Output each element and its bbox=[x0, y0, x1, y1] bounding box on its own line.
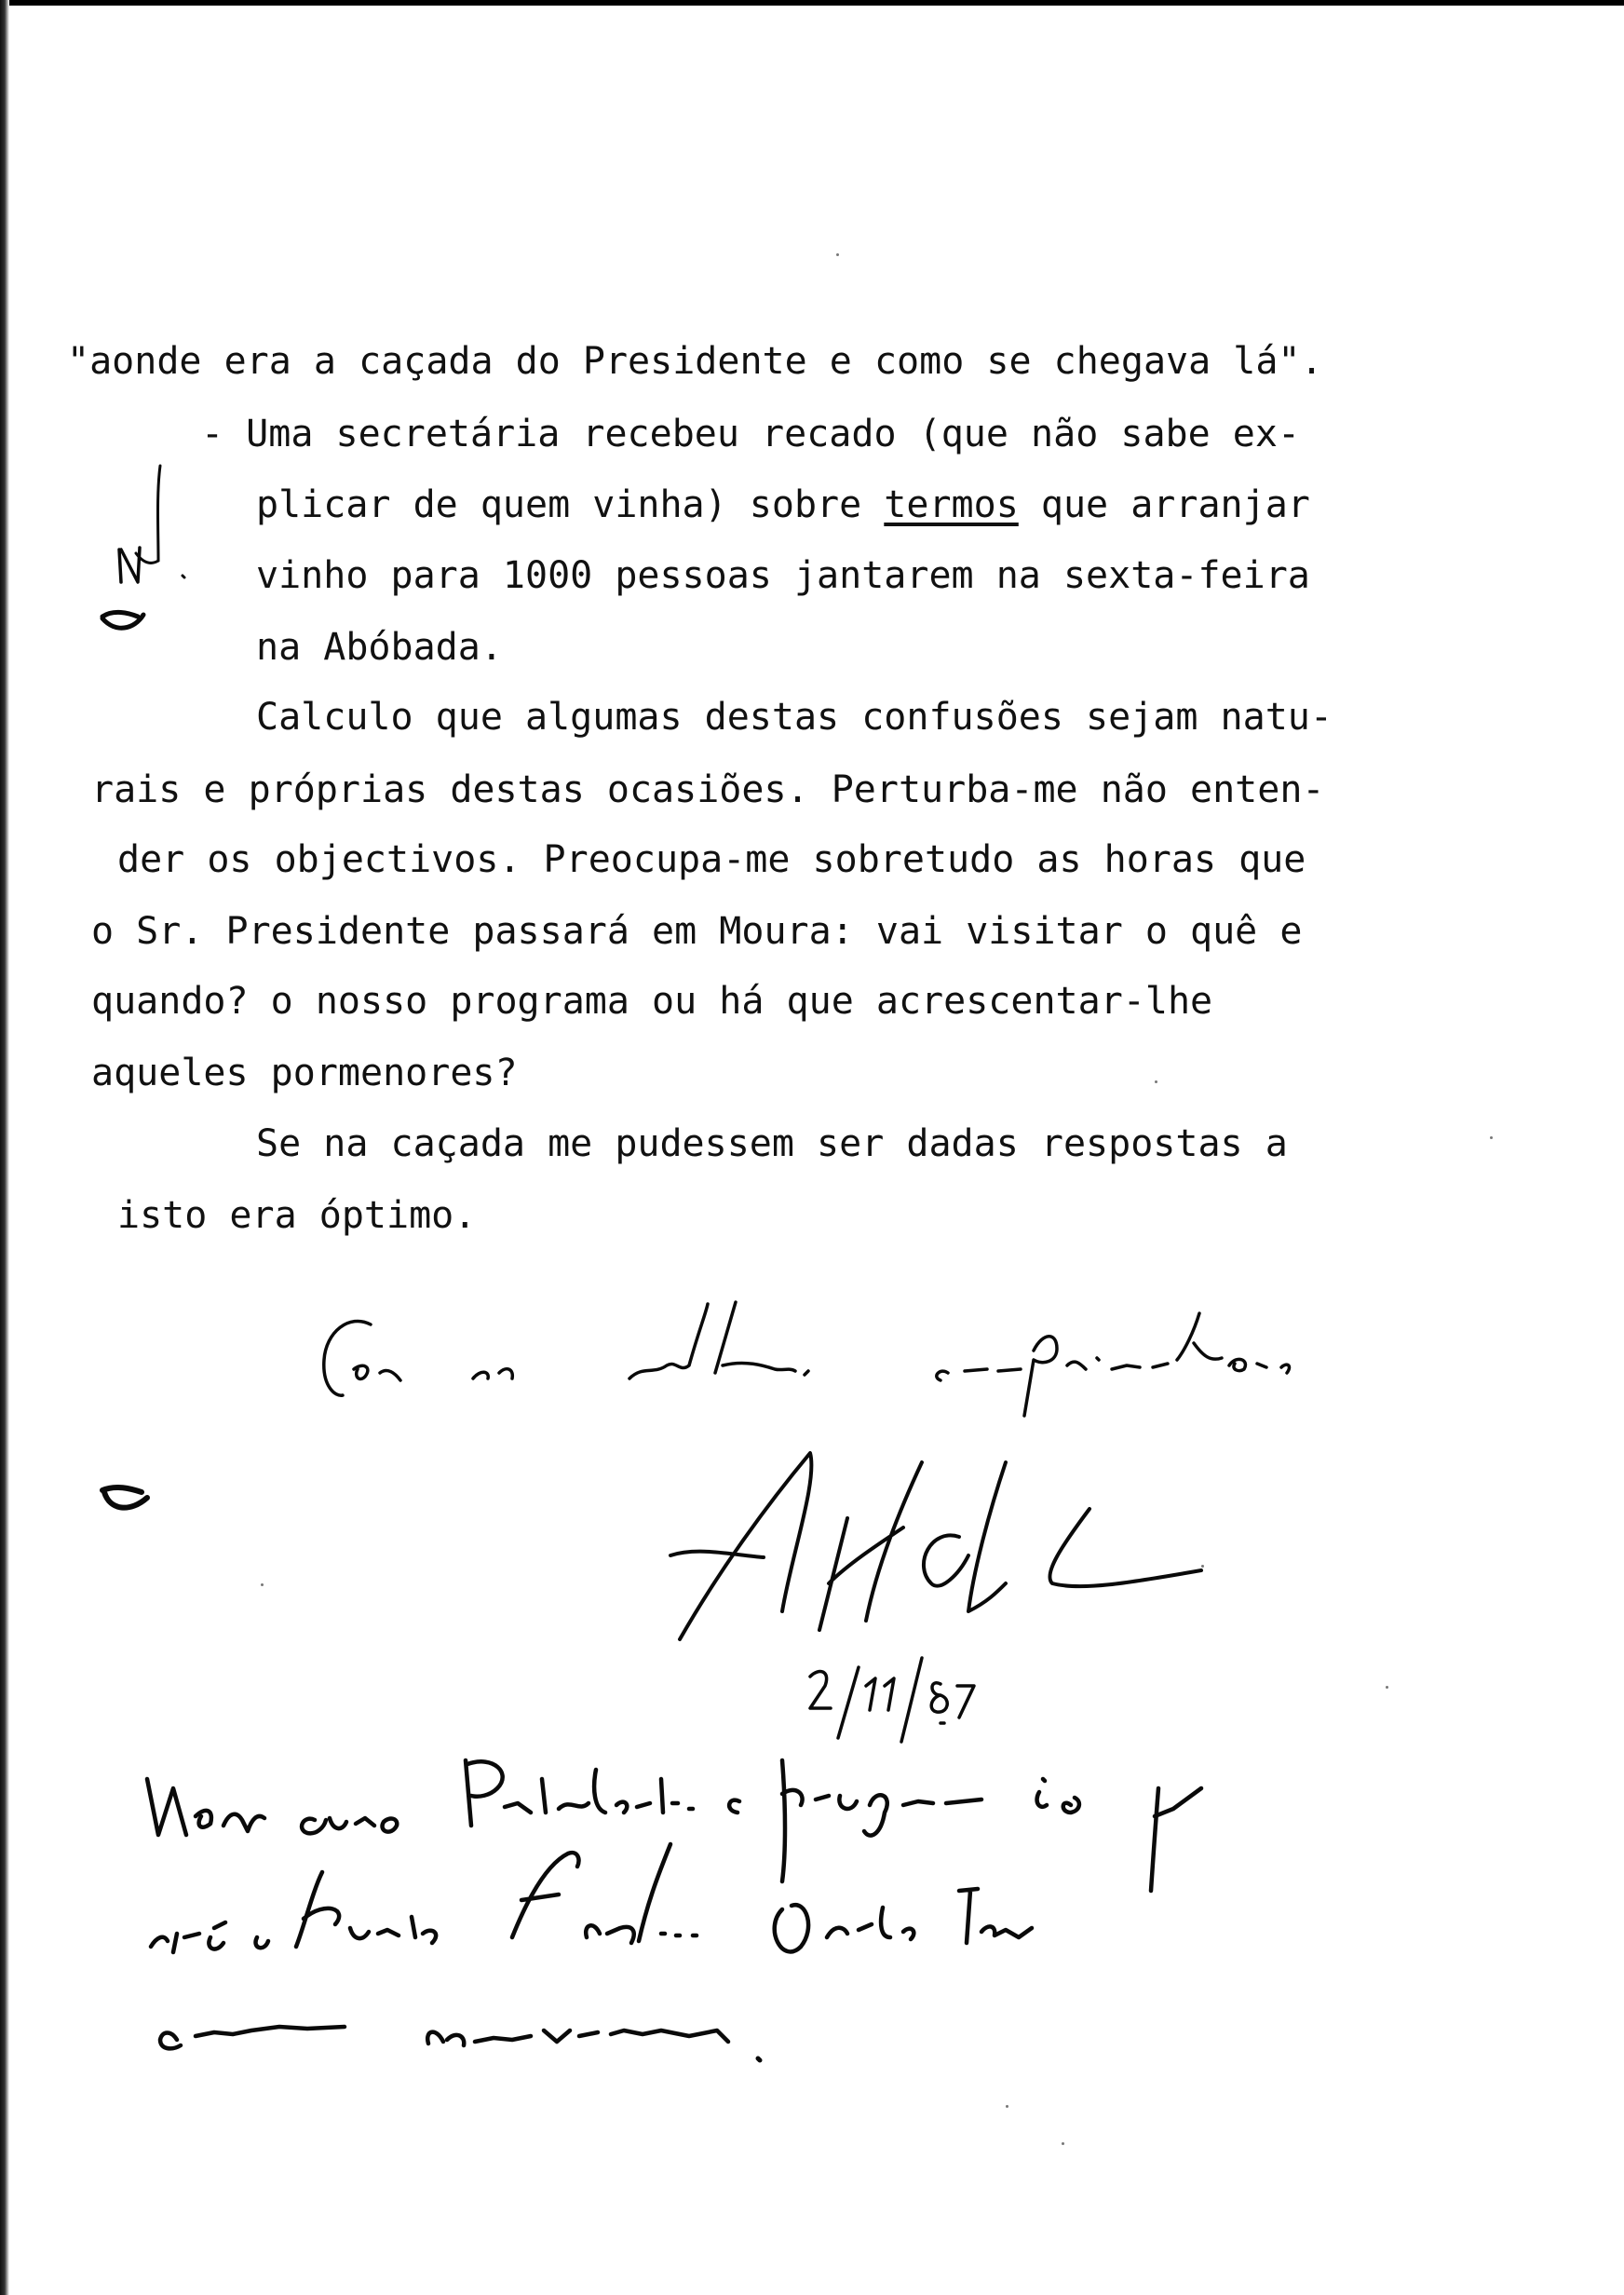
typed-line-13: isto era óptimo. bbox=[117, 1194, 477, 1237]
typed-line-7: rais e próprias destas ocasiões. Perturba-me não enten- bbox=[91, 768, 1325, 811]
typed-line-6: Calculo que algumas destas confusões sejam natu- bbox=[256, 696, 1333, 739]
scan-speck bbox=[1155, 1080, 1157, 1083]
signature bbox=[652, 1425, 1248, 1667]
scan-speck bbox=[1201, 1565, 1204, 1568]
typed-line-9: o Sr. Presidente passará em Moura: vai visitar o quê e bbox=[91, 910, 1303, 953]
typed-line-10: quando? o nosso programa ou há que acrescentar-lhe bbox=[91, 980, 1213, 1023]
typed-line-3-start: plicar de quem vinha) sobre bbox=[256, 483, 885, 526]
typed-line-8: der os objectivos. Preocupa-me sobretudo as horas que bbox=[117, 838, 1306, 881]
handwritten-closing bbox=[298, 1276, 1471, 1425]
scan-speck bbox=[1386, 1686, 1388, 1689]
typed-line-1: "aonde era a caçada do Presidente e como se chegava lá". bbox=[67, 340, 1323, 383]
typed-line-4: vinho para 1000 pessoas jantarem na sexta-feira bbox=[256, 554, 1310, 597]
handwritten-reply-note bbox=[140, 1751, 1536, 2068]
page-top-edge bbox=[0, 0, 1624, 6]
page-left-edge bbox=[0, 0, 9, 2295]
margin-checkmark bbox=[93, 456, 205, 661]
typed-line-3-end: que arranjar bbox=[1018, 483, 1310, 526]
underlined-word-termos: termos bbox=[884, 483, 1019, 526]
typed-line-11: aqueles pormenores? bbox=[91, 1052, 518, 1094]
scan-speck bbox=[1062, 2142, 1064, 2145]
scan-speck bbox=[1006, 2105, 1008, 2108]
typed-line-2: - Uma secretária recebeu recado (que não sabe ex- bbox=[201, 413, 1301, 455]
typed-line-12: Se na caçada me pudessem ser dadas respostas a bbox=[256, 1122, 1288, 1165]
scan-speck bbox=[836, 253, 839, 256]
margin-mark bbox=[93, 1472, 177, 1528]
signature-date bbox=[801, 1649, 1024, 1751]
typed-line-5: na Abóbada. bbox=[256, 626, 503, 669]
typed-line-3 bbox=[256, 483, 1310, 526]
scan-speck bbox=[1490, 1136, 1493, 1139]
scan-speck bbox=[261, 1583, 264, 1586]
